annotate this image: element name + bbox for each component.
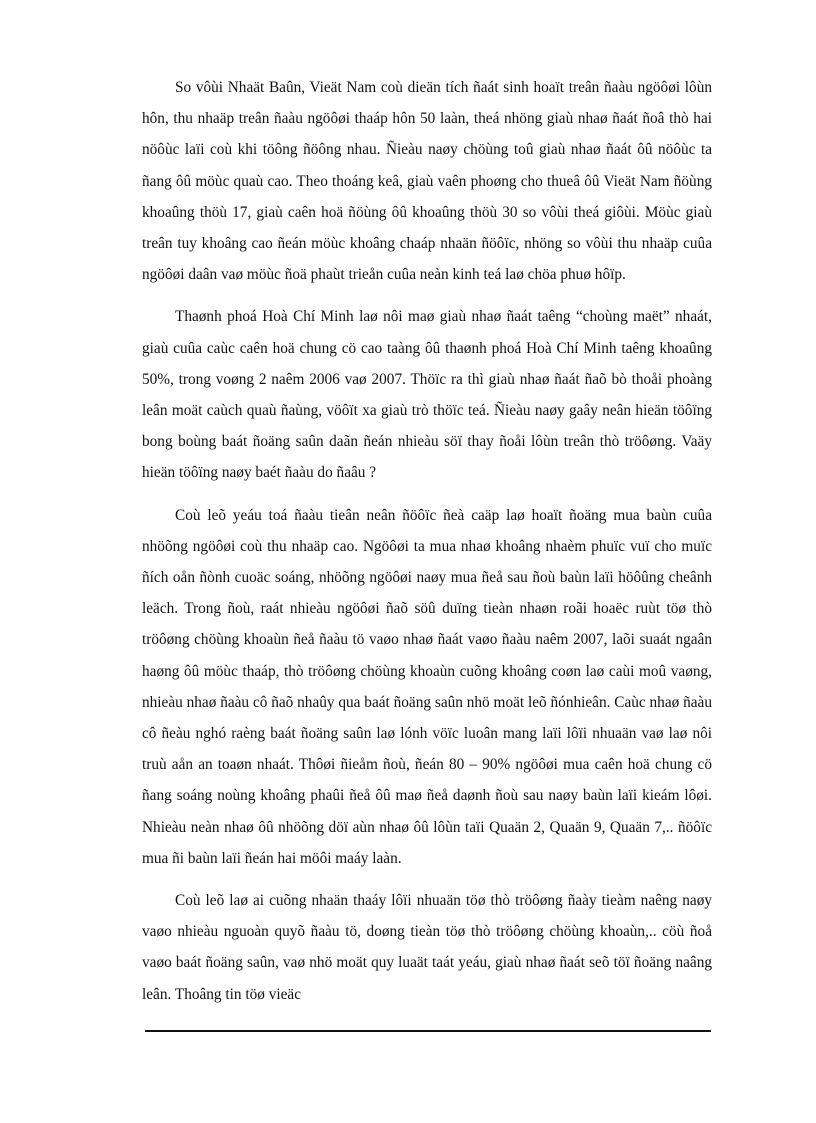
paragraph-4: Coù leõ laø ai cuõng nhaän thaáy lôïi nhuaän töø thò tröôøng ñaày tieàm naêng naøy vaøo nhieàu nguoàn quyõ ñaàu tö, doøng tieàn töø thò tröôøng chöùng khoaùn,.. cöù ñoå vaøo baát ñoäng saûn, vaø nhö moät quy luaät taát yeáu, giaù nhaø ñaát seõ töï ñoäng naâng leân. Thoâng tin töø vieäc bbox=[142, 892, 712, 1003]
footer-divider bbox=[145, 1030, 711, 1032]
paragraph-3: Coù leõ yeáu toá ñaàu tieân neân ñöôïc ñeà caäp laø hoaït ñoäng mua baùn cuûa nhöõng ngöôøi coù thu nhaäp cao. Ngöôøi ta mua nhaø khoâng nhaèm phuïc vuï cho muïc ñích oån ñònh cuoäc soáng, nhöõng ngöôøi naøy mua ñeå sau ñoù baùn laïi höôûng cheânh leäch. Trong ñoù, raát nhieàu ngöôøi ñaõ söû duïng tieàn nhaøn roãi hoaëc ruùt töø thò tröôøng chöùng khoaùn ñeå ñaàu tö vaøo nhaø ñaát vaøo ñaàu naêm 2007, laõi suaát ngaân haøng ôû möùc thaáp, thò tröôøng chöùng khoaùn cuõng khoâng coøn laø caùi moû vaøng, nhieàu nhaø ñaàu cô ñaõ nhaûy qua baát ñoäng saûn nhö moät leõ ñónhieân. Caùc nhaø ñaàu cô ñeàu nghó raèng baát ñoäng saûn laø lónh vöïc luoân mang laïi lôïi nhuaän vaø laø nôi truù aån an toaøn nhaát. Thôøi ñieåm ñoù, ñeán 80 – 90% ngöôøi mua caên hoä chung cö ñang soáng noùng khoâng phaûi ñeå ôû maø ñeå daønh ñoù sau naøy baùn laïi kieám lôøi. Nhieàu neàn nhaø ôû nhöõng döï aùn nhaø ôû lôùn taïi Quaän 2, Quaän 9, Quaän 7,.. ñöôïc mua ñi baùn laïi ñeán hai möôi maáy laàn. bbox=[142, 506, 712, 867]
paragraph-2: Thaønh phoá Hoà Chí Minh laø nôi maø giaù nhaø ñaát taêng “choùng maët” nhaát, giaù cuûa caùc caên hoä chung cö cao taàng ôû thaønh phoá Hoà Chí Minh taêng khoaûng 50%, trong voøng 2 naêm 2006 vaø 2007. Thöïc ra thì giaù nhaø ñaát ñaõ bò thoåi phoàng leân moät caùch quaù ñaùng, vöôït xa giaù trò thöïc teá. Ñieàu naøy gaây neân hieän töôïng bong boùng baát ñoäng saûn daãn ñeán nhieàu söï thay ñoåi lôùn treân thò tröôøng. Vaäy hieän töôïng naøy baét ñaàu do ñaâu ? bbox=[142, 308, 712, 482]
paragraph-1: So vôùi Nhaät Baûn, Vieät Nam coù dieän tích ñaát sinh hoaït treân ñaàu ngöôøi lôùn hôn, thu nhaäp treân ñaàu ngöôøi thaáp hôn 50 laàn, theá nhöng giaù nhaø ñaát ñoâ thò hai nöôùc laïi coù khi töông ñöông nhau. Ñieàu naøy chöùng toû giaù nhaø ñaát ôû nöôùc ta ñang ôû möùc quaù cao. Theo thoáng keâ, giaù vaên phoøng cho thueâ ôû Vieät Nam ñöùng khoaûng thöù 17, giaù caên hoä ñöùng ôû khoaûng thöù 30 so vôùi theá giôùi. Möùc giaù treân tuy khoâng cao ñeán möùc khoâng chaáp nhaän ñöôïc, nhöng so vôùi thu nhaäp cuûa ngöôøi daân vaø möùc ñoä phaùt trieån cuûa neàn kinh teá laø chöa phuø hôïp. bbox=[142, 79, 712, 284]
document-body bbox=[142, 72, 712, 1010]
